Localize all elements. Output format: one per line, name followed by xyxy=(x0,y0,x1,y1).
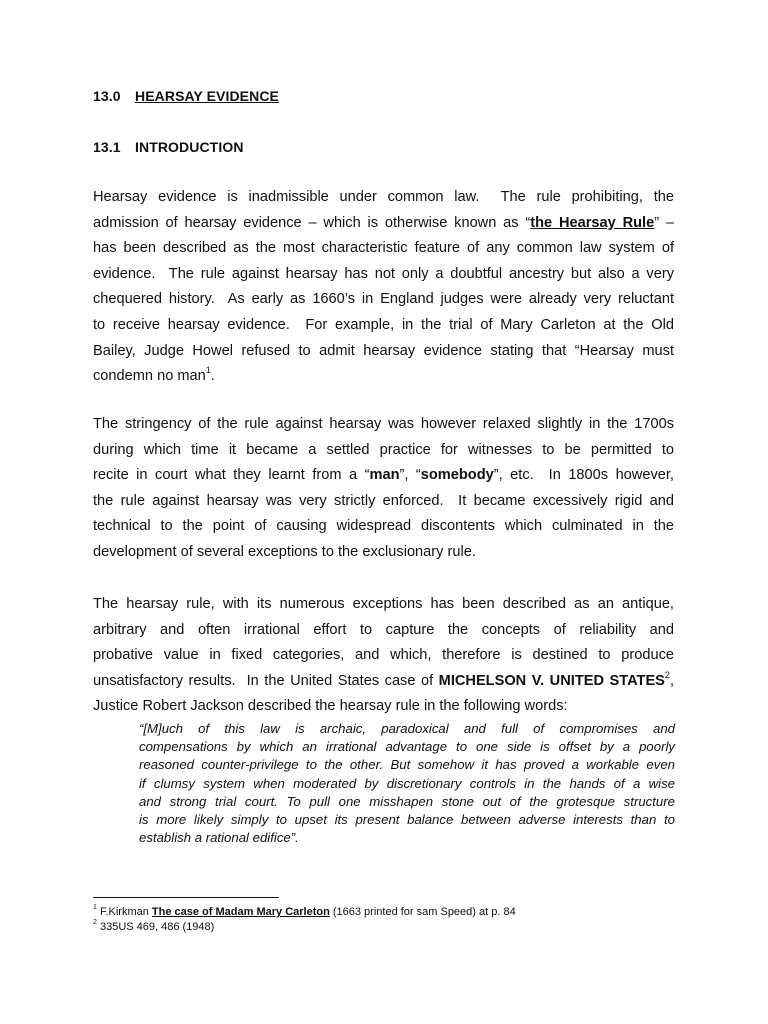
footnote-marker: 2 xyxy=(93,919,97,927)
heading-title: HEARSAY EVIDENCE xyxy=(135,88,279,104)
paragraph-line: The hearsay rule, with its numerous exceptions has been described as an antique, xyxy=(93,596,674,612)
footnote-separator xyxy=(93,897,279,898)
paragraph-line: probative value in fixed categories, and which, therefore is destined to produce xyxy=(93,647,674,664)
paragraph-line: Hearsay evidence is inadmissible under common law. The rule prohibiting, the xyxy=(93,189,674,205)
hearsay-rule-term: the Hearsay Rule xyxy=(530,214,655,231)
paragraph-line: chequered history. As early as 1660’s in England judges were already very reluctant xyxy=(93,291,674,308)
quote-line: compensations by which an irrational advantage to one side is offset by a poorly xyxy=(139,739,675,755)
footnote-1: $^1$ F.Kirkman The case of Madam Mary Carleton (1663 printed for sam Speed) at p. 84 xyxy=(93,904,516,918)
paragraph-introduction xyxy=(93,185,674,390)
paragraph-line: technical to the point of causing widespread discontents which culminated in the xyxy=(93,518,674,535)
term-man: man xyxy=(369,467,400,484)
quote-line: and strong trial court. To pull one misshapen stone out of the grotesque structure xyxy=(139,793,675,809)
paragraph-line: arbitrary and often irrational effort to capture the concepts of reliability and xyxy=(93,621,674,638)
paragraph-line: evidence. The rule against hearsay has not only a doubtful ancestry but also a very xyxy=(93,265,674,282)
block-quote xyxy=(139,720,675,847)
quote-line: “[M]uch of this law is archaic, paradoxical and full of compromises and xyxy=(139,721,675,736)
footnote-2: $^2$ 335US 469, 486 (1948) xyxy=(93,919,215,933)
paragraph-line: The stringency of the rule against hearsay was however relaxed slightly in the 1700s xyxy=(93,416,674,432)
heading-title: INTRODUCTION xyxy=(135,139,244,155)
heading-number: 13.0 xyxy=(93,88,121,104)
section-heading-13-1 xyxy=(93,139,244,155)
section-heading-13-0 xyxy=(93,88,279,104)
quote-line: if clumsy system when moderated by discretionary controls in the hands of a wise xyxy=(139,775,675,791)
footnote-ref-1[interactable]: 1 xyxy=(205,365,211,376)
footnote-ref-2[interactable]: 2 xyxy=(664,669,670,680)
paragraph-line: the rule against hearsay was very strictly enforced. It became excessively rigid and xyxy=(93,492,674,509)
paragraph-line: Justice Robert Jackson described the hearsay rule in the following words: xyxy=(93,698,568,715)
paragraph-line: Bailey, Judge Howel refused to admit hearsay evidence stating that “Hearsay must xyxy=(93,342,674,359)
footnote-title: The case of Madam Mary Carleton xyxy=(151,906,330,918)
term-somebody: somebody xyxy=(420,467,494,484)
paragraph-line: recite in court what they learnt from a “man”, “somebody”, etc. In 1800s however, xyxy=(93,467,674,484)
paragraph-line: has been described as the most characteristic feature of any common law system of xyxy=(93,240,674,257)
paragraph-hearsay-rule xyxy=(93,592,674,720)
heading-number: 13.1 xyxy=(93,139,121,155)
paragraph-stringency xyxy=(93,412,674,566)
paragraph-line: development of several exceptions to the exclusionary rule. xyxy=(93,543,476,560)
paragraph-line: during which time it became a settled practice for witnesses to be permitted to xyxy=(93,441,674,458)
paragraph-line: to receive hearsay evidence. For example, in the trial of Mary Carleton at the Old xyxy=(93,316,674,333)
quote-line: establish a rational edifice”. xyxy=(139,830,299,846)
footnote-marker: 1 xyxy=(93,904,97,912)
quote-line: reasoned counter-privilege to the other. But somehow it has proved a workable even xyxy=(139,757,675,773)
paragraph-line: condemn no man$^1$. xyxy=(93,365,215,385)
paragraph-line: unsatisfactory results. In the United States case of MICHELSON V. UNITED STATES$^2$, xyxy=(93,669,674,689)
quote-line: is more likely simply to upset its present balance between adverse interests than to xyxy=(139,811,675,827)
case-name: MICHELSON V. UNITED STATES xyxy=(438,672,665,689)
paragraph-line: admission of hearsay evidence – which is otherwise known as “the Hearsay Rule” – xyxy=(93,214,674,231)
